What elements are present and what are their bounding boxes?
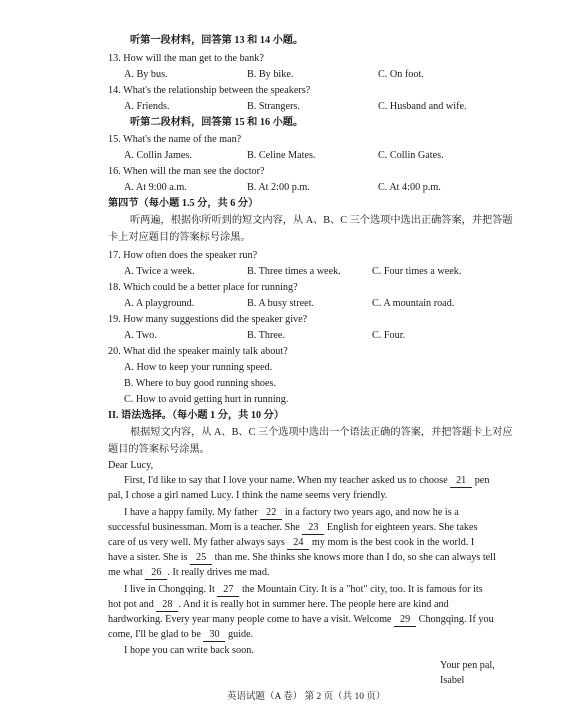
- q20-option-a: A. How to keep your running speed.: [124, 362, 273, 373]
- answer-blank-23: 23: [302, 521, 324, 535]
- question-14-stem: 14. What's the relationship between the speakers?: [108, 85, 311, 96]
- letter-line: [108, 551, 496, 565]
- answer-blank-27: 27: [217, 583, 239, 597]
- answer-blank-21: 21: [450, 474, 472, 488]
- text-run: hot pot and: [108, 599, 157, 610]
- question-18-stem: 18. Which could be a better place for running?: [108, 282, 298, 293]
- text-run: First, I'd like to say that I love your name. When my teacher asked us to choose: [124, 475, 451, 486]
- letter-closing: Your pen pal,: [440, 660, 495, 671]
- q13-option-c: C. On foot.: [378, 69, 424, 80]
- q14-option-b: B. Strangers.: [247, 101, 300, 112]
- answer-blank-22: 22: [260, 506, 282, 520]
- text-run: care of us very well. My father always says: [108, 537, 288, 548]
- question-19-stem: 19. How many suggestions did the speaker give?: [108, 314, 308, 325]
- letter-line: [108, 598, 449, 612]
- q15-option-b: B. Celine Mates.: [247, 150, 316, 161]
- answer-blank-30: 30: [203, 628, 225, 642]
- text-run: the Mountain City. It is a "hot" city, too. It is famous for its: [239, 584, 483, 595]
- q20-option-c: C. How to avoid getting hurt in running.: [124, 394, 289, 405]
- text-run: in a factory two years ago, and now he is a: [282, 507, 459, 518]
- answer-blank-26: 26: [145, 566, 167, 580]
- answer-blank-29: 29: [394, 613, 416, 627]
- q17-option-c: C. Four times a week.: [372, 266, 462, 277]
- page-footer: 英语试题（A 卷） 第 2 页（共 10 页）: [227, 692, 386, 702]
- text-run: than me. She thinks she knows more than I do, so she can always tell: [212, 552, 496, 563]
- text-run: my mom is the best cook in the world. I: [309, 537, 475, 548]
- letter-closing-paragraph: I hope you can write back soon.: [124, 645, 254, 656]
- letter-line: pal, I chose a girl named Lucy. I think the name seems very friendly.: [108, 490, 388, 501]
- text-run: . It really drives me mad.: [167, 567, 270, 578]
- letter-line: [108, 521, 477, 535]
- q17-option-b: B. Three times a week.: [247, 266, 341, 277]
- answer-blank-24: 24: [287, 536, 309, 550]
- grammar-section-heading: II. 语法选择。（每小题 1 分，共 10 分）: [108, 410, 285, 421]
- question-20-stem: 20. What did the speaker mainly talk about?: [108, 346, 288, 357]
- q19-option-a: A. Two.: [124, 330, 157, 341]
- q14-option-c: C. Husband and wife.: [378, 101, 467, 112]
- section-instruction-2: 听第二段材料，回答第 15 和 16 小题。: [130, 117, 304, 128]
- answer-blank-28: 28: [156, 598, 178, 612]
- section-4-instruction-line-2: 卡上对应题目的答案标号涂黑。: [108, 232, 251, 243]
- question-17-stem: 17. How often does the speaker run?: [108, 250, 258, 261]
- letter-signature: Isabel: [440, 675, 465, 686]
- q19-option-b: B. Three.: [247, 330, 286, 341]
- q16-option-a: A. At 9:00 a.m.: [124, 182, 187, 193]
- q16-option-b: B. At 2:00 p.m.: [247, 182, 310, 193]
- section-4-instruction-line-1: 听两遍，根据你所听到的短文内容，从 A、B、C 三个选项中选出正确答案，并把答题: [130, 215, 513, 226]
- text-run: come, I'll be glad to be: [108, 629, 204, 640]
- q13-option-a: A. By bus.: [124, 69, 168, 80]
- section-instruction-1: 听第一段材料，回答第 13 和 14 小题。: [130, 35, 304, 46]
- letter-line: [108, 628, 253, 642]
- text-run: . And it is really hot in summer here. The people here are kind and: [178, 599, 449, 610]
- letter-line: [108, 566, 269, 580]
- q15-option-c: C. Collin Gates.: [378, 150, 444, 161]
- question-15-stem: 15. What's the name of the man?: [108, 134, 242, 145]
- text-run: pen: [472, 475, 490, 486]
- letter-line: [108, 536, 474, 550]
- text-run: me what: [108, 567, 146, 578]
- q18-option-b: B. A busy street.: [247, 298, 315, 309]
- grammar-instruction-line-2: 题目的答案标号涂黑。: [108, 444, 210, 455]
- q20-option-b: B. Where to buy good running shoes.: [124, 378, 277, 389]
- text-run: I live in Chongqing. It: [124, 584, 218, 595]
- question-16-stem: 16. When will the man see the doctor?: [108, 166, 265, 177]
- q18-option-a: A. A playground.: [124, 298, 195, 309]
- q14-option-a: A. Friends.: [124, 101, 170, 112]
- text-run: Chongqing. If you: [416, 614, 494, 625]
- q15-option-a: A. Collin James.: [124, 150, 192, 161]
- letter-line: [108, 613, 494, 627]
- q13-option-b: B. By bike.: [247, 69, 294, 80]
- text-run: successful businessman. Mom is a teacher. She: [108, 522, 303, 533]
- q19-option-c: C. Four.: [372, 330, 406, 341]
- text-run: English for eighteen years. She takes: [324, 522, 478, 533]
- letter-salutation: Dear Lucy,: [108, 460, 154, 471]
- question-13-stem: 13. How will the man get to the bank?: [108, 53, 264, 64]
- text-run: have a sister. She is: [108, 552, 191, 563]
- letter-line: [124, 474, 489, 488]
- section-heading-4: 第四节（每小题 1.5 分，共 6 分）: [108, 198, 259, 209]
- q17-option-a: A. Twice a week.: [124, 266, 195, 277]
- answer-blank-25: 25: [190, 551, 212, 565]
- letter-line: [124, 506, 459, 520]
- text-run: guide.: [225, 629, 254, 640]
- q16-option-c: C. At 4:00 p.m.: [378, 182, 441, 193]
- q18-option-c: C. A mountain road.: [372, 298, 455, 309]
- letter-line: [124, 583, 483, 597]
- text-run: hardworking. Every year many people come to have a visit. Welcome: [108, 614, 395, 625]
- grammar-instruction-line-1: 根据短文内容，从 A、B、C 三个选项中选出一个语法正确的答案，并把答题卡上对应: [130, 427, 513, 438]
- text-run: I have a happy family. My father: [124, 507, 261, 518]
